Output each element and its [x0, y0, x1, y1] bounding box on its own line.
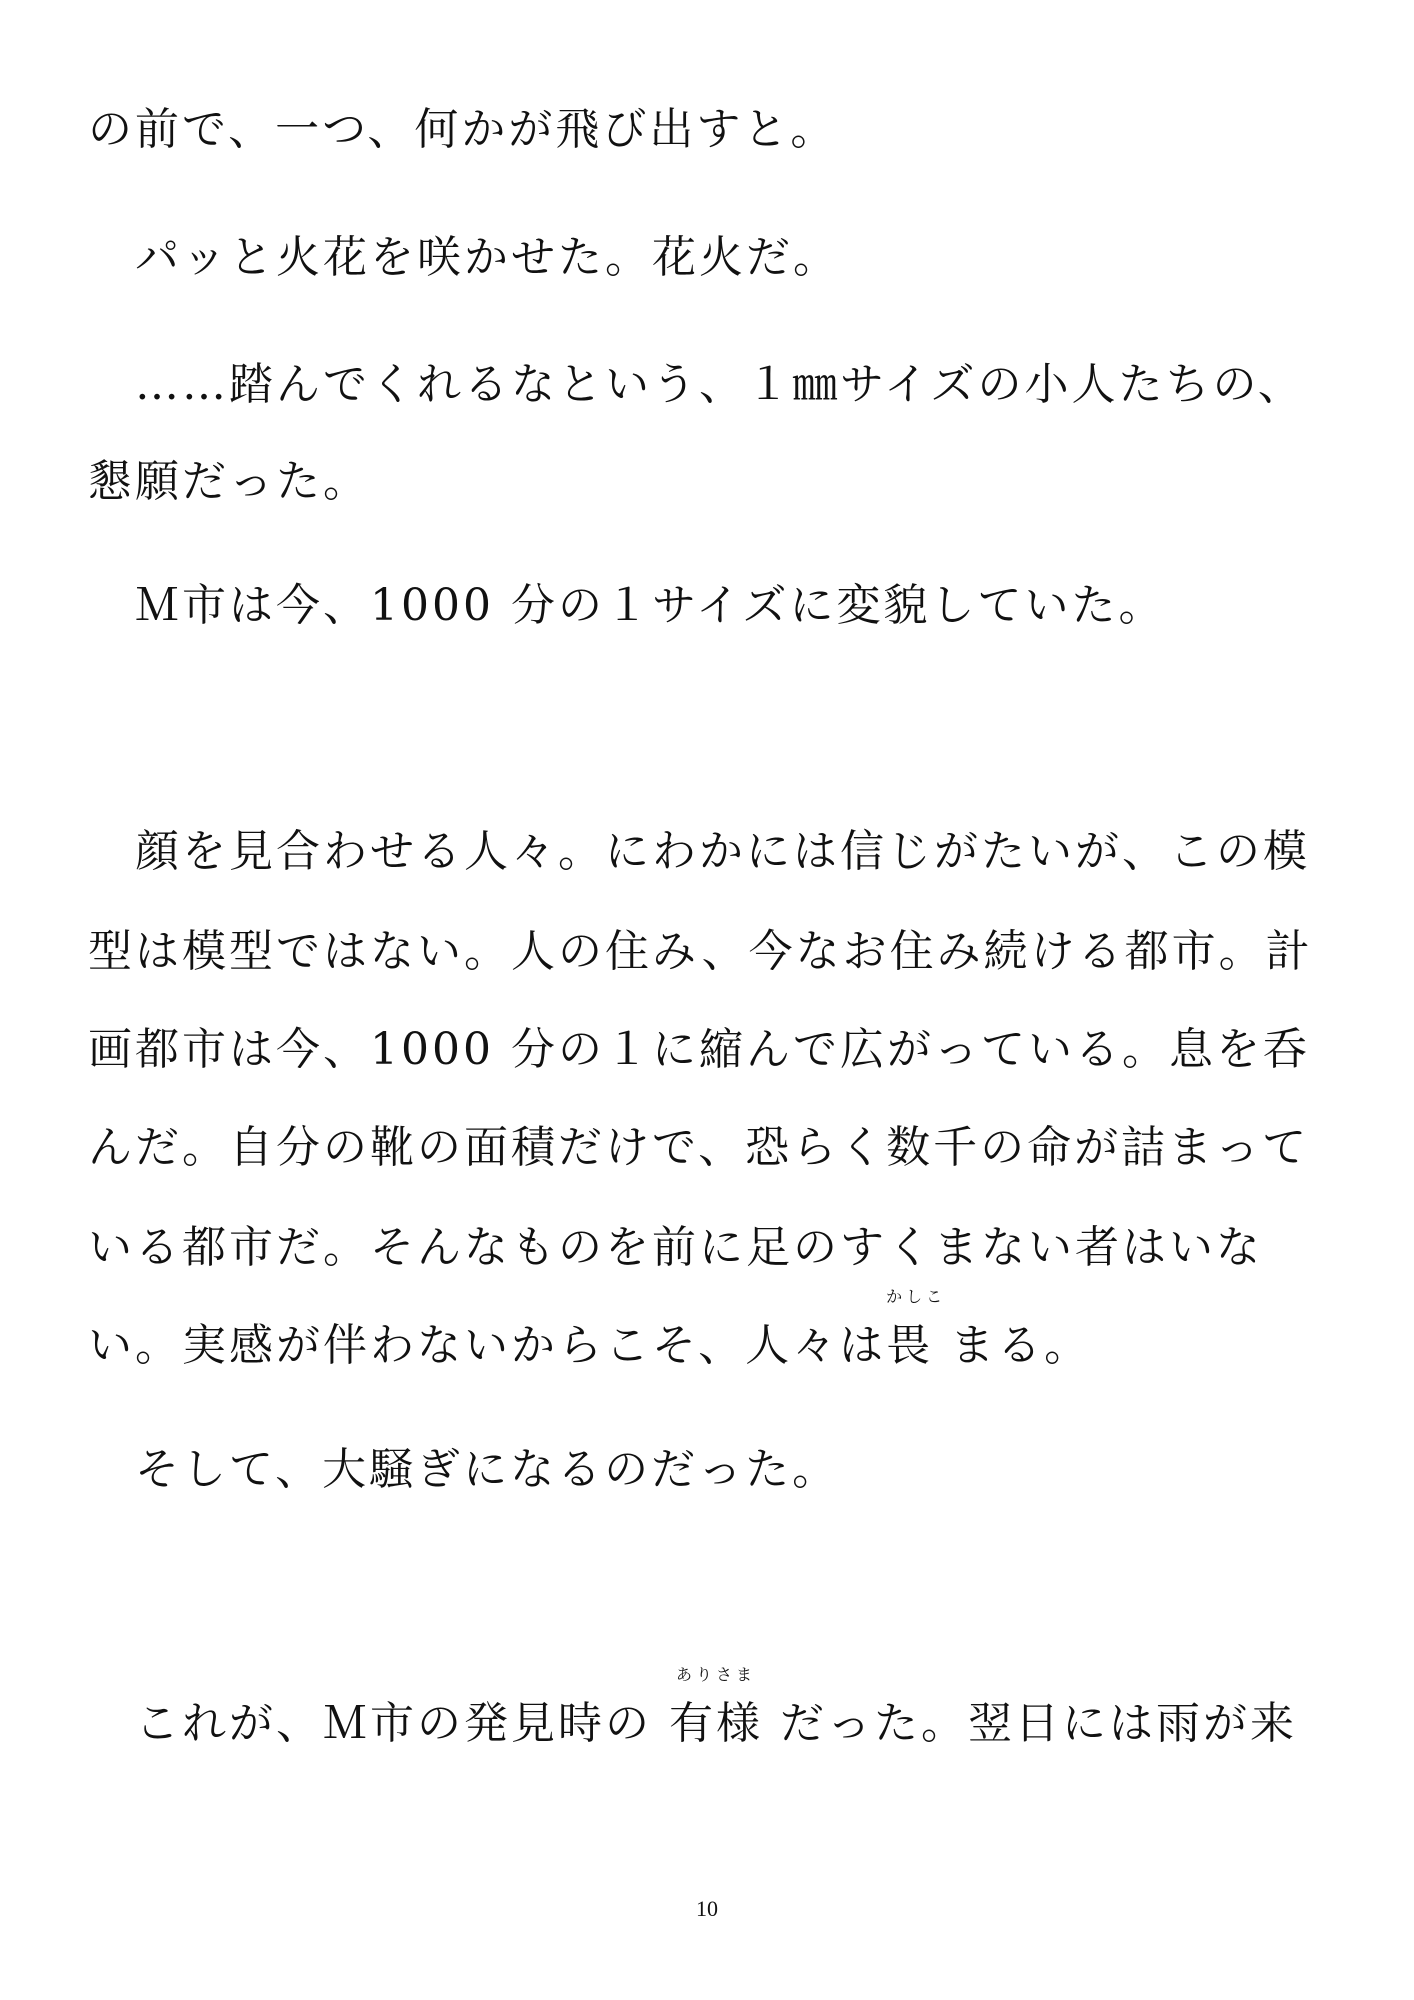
ruby-base: 有様: [669, 1698, 763, 1749]
text-line-3: ……踏んでくれるなという、１㎜サイズの小人たちの、: [88, 359, 1305, 410]
ruby-reading: かしこ: [886, 1287, 947, 1306]
ruby-kashiko: [886, 1287, 947, 1376]
text-line-7: 型は模型ではない。人の住み、今なお住み続ける都市。計: [88, 926, 1313, 977]
text-line-1: の前で、一つ、何かが飛び出すと。: [88, 104, 838, 155]
page-number: 10: [696, 1896, 718, 1921]
line-13-before: これが、Ｍ市の発見時の: [88, 1698, 652, 1749]
ruby-arisama: [669, 1665, 763, 1754]
line-11-before: い。実感が伴わないからこそ、人々は: [88, 1320, 887, 1371]
text-line-8: 画都市は今、1000 分の１に縮んで広がっている。息を呑: [88, 1024, 1310, 1075]
text-line-4: 懇願だった。: [88, 456, 370, 507]
text-line-12: そして、大騒ぎになるのだった。: [88, 1444, 840, 1495]
text-line-11: [88, 1287, 1092, 1376]
text-line-9: んだ。自分の靴の面積だけで、恐らく数千の命が詰まって: [88, 1122, 1310, 1173]
text-line-10: いる都市だ。そんなものを前に足のすくまない者はいな: [88, 1222, 1263, 1273]
text-line-13: [88, 1665, 1297, 1754]
ruby-base: 畏: [886, 1320, 934, 1371]
line-11-after: まる。: [950, 1320, 1092, 1371]
text-line-2: パッと火花を咲かせた。花火だ。: [88, 232, 840, 283]
ruby-reading: ありさま: [675, 1665, 756, 1684]
line-13-after: だった。翌日には雨が来: [780, 1698, 1297, 1749]
text-line-6: 顔を見合わせる人々。にわかには信じがたいが、この模: [88, 826, 1310, 877]
text-line-5: Ｍ市は今、1000 分の１サイズに変貌していた。: [88, 580, 1166, 631]
